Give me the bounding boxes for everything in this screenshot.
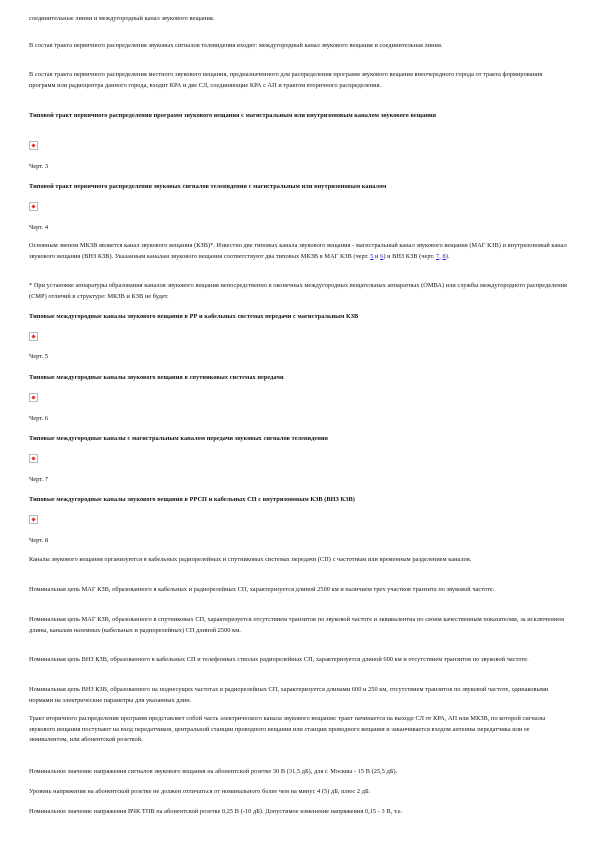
paragraph: В состав тракта первичного распределения местного звукового вещания, предназначенного для распределения программ звукового вещания внеочередного города от тракта формирования программ или радиоцентра данного города, входит КРА и две СЛ, соединяющие КРА с АП и трактом вторичного распределения. — [29, 71, 543, 89]
paragraph: Номинальная цепь МАГ КЗВ, образованного в спутниковых СП, характеризуется отсутствием транзитов по звуковой частоте и эквивалентна по своим качественным показателям, за исключением длины, каналам наземных (кабельных и радиорелейных) СП длиной 2500 км. — [29, 616, 565, 634]
figure-heading: Типовые междугородные каналы звукового вещания в спутниковых системах передачи — [29, 374, 284, 381]
paragraph: Номинальная цепь МАГ КЗВ, образованного в кабельных и радиорелейных СП, характеризуется длиной 2500 км и наличием трех участков транзита по звуковой частоте. — [29, 586, 495, 593]
chart-link-7[interactable]: 7 — [436, 252, 440, 260]
broken-image-icon — [29, 393, 38, 402]
footnote: * При установке аппаратуры образования каналов звукового вещания непосредственно в оконечных междугородных вещательных аппаратных (ОМВА) или службы междугородного распределения (СМР) отличий в структуре: МКЗВ и КЗВ не будет. — [29, 282, 567, 300]
paragraph-text: ). — [445, 252, 450, 260]
figure-heading: Типовые междугородные каналы звукового вещания в РР и кабельных системах передачи с магистральным КЗВ — [29, 313, 359, 320]
figure-caption: Черт. 6 — [29, 415, 49, 422]
figure-heading: Типовой тракт первичного распределения звуковых сигналов телевидения с магистральным или внутризоновым каналом — [29, 183, 387, 190]
paragraph: Тракт вторичного распределения программ представляет собой часть электрического канала звукового вещания: тракт начинается на выходе СЛ от КРА, АП или МКЗВ, по которой сигналы звукового вещания поступают на вход передатчиков, центральной станции проводного вещания или станции проводного вещания и заканчивается входом антенны передатчика или ее эквивалентом, или абонентской розеткой. — [29, 715, 546, 744]
paragraph-text: , — [439, 252, 443, 260]
paragraph — [29, 241, 569, 262]
broken-image-icon — [29, 454, 38, 463]
paragraph-text: ) и ВНЗ КЗВ (черт. — [383, 252, 437, 260]
chart-link-6[interactable]: 6 — [380, 252, 384, 260]
figure-caption: Черт. 5 — [29, 353, 49, 360]
chart-link-5[interactable]: 5 — [370, 252, 374, 260]
paragraph: Номинальное значение напряжения сигналов звукового вещания на абонентской розетке 30 В (31,5 дБ), для г. Москвы - 15 В (25,5 дБ). — [29, 768, 398, 775]
paragraph: Каналы звукового вещания организуются в кабельных радиорелейных и спутниковых системах передачи (СП) с частотным или временным разделением каналов. — [29, 556, 472, 563]
figure-heading: Типовые междугородные каналы с магистральным каналом передачи звуковых сигналов телевидения — [29, 435, 329, 442]
paragraph: соединительные линии и междугородный канал звукового вещания. — [29, 15, 215, 22]
chart-link-8[interactable]: 8 — [442, 252, 446, 260]
figure-caption: Черт. 4 — [29, 224, 49, 231]
figure-caption: Черт. 3 — [29, 163, 49, 170]
broken-image-icon — [29, 202, 38, 211]
paragraph-text: и — [373, 252, 381, 260]
paragraph: Номинальное значение напряжения ВЧК ТПВ на абонентской розетке 0,25 В (-10 дБ). Допустимое изменение напряжения 0,15 - 3 В, т.е. — [29, 808, 403, 815]
paragraph: Номинальная цепь ВНЗ КЗВ, образованного на поднесущих частотах в радиорелейных СП, характеризуется длинами 600 и 250 км, отсутствием транзитов по звуковой частоте, одинаковыми нормами на электрические параметры для указанных длин. — [29, 686, 549, 704]
figure-caption: Черт. 7 — [29, 476, 49, 483]
broken-image-icon — [29, 332, 38, 341]
figure-caption: Черт. 8 — [29, 537, 49, 544]
paragraph: Уровень напряжения на абонентской розетке не должен отличаться от номинального более чем на минус 4 (5) дБ, плюс 2 дБ. — [29, 788, 371, 795]
paragraph: В состав тракта первичного распределения звуковых сигналов телевидения входит: междугородный канал звукового вещания и соединительная линия. — [29, 42, 443, 49]
figure-heading: Типовой тракт первичного распределения программ звукового вещания с магистральным или внутризоновым каналом звукового вещания — [29, 112, 437, 119]
paragraph-text: Основным звеном МКЗВ является канал звукового вещания (КЗВ)*. Известно две типовых канала звукового вещания - магистральный канал звукового вещания (МАГ КЗВ) и внутризоновый канал звукового вещания (ВНЗ КЗВ). Указанным каналам звукового вещания соответствуют два типовых МКЗВ в МАГ КЗВ (черт. — [29, 242, 567, 260]
paragraph: Номинальная цепь ВНЗ КЗВ, образованного в кабельных СП и телефонных стволах радиорелейных СП, характеризуется длиной 600 км и отсутствием транзитов по звуковой частоте. — [29, 656, 529, 663]
broken-image-icon — [29, 141, 38, 150]
broken-image-icon — [29, 515, 38, 524]
figure-heading: Типовые междугородные каналы звукового вещания в РРСП и кабельных СП с внутризоновым КЗВ (ВНЗ КЗВ) — [29, 496, 355, 503]
